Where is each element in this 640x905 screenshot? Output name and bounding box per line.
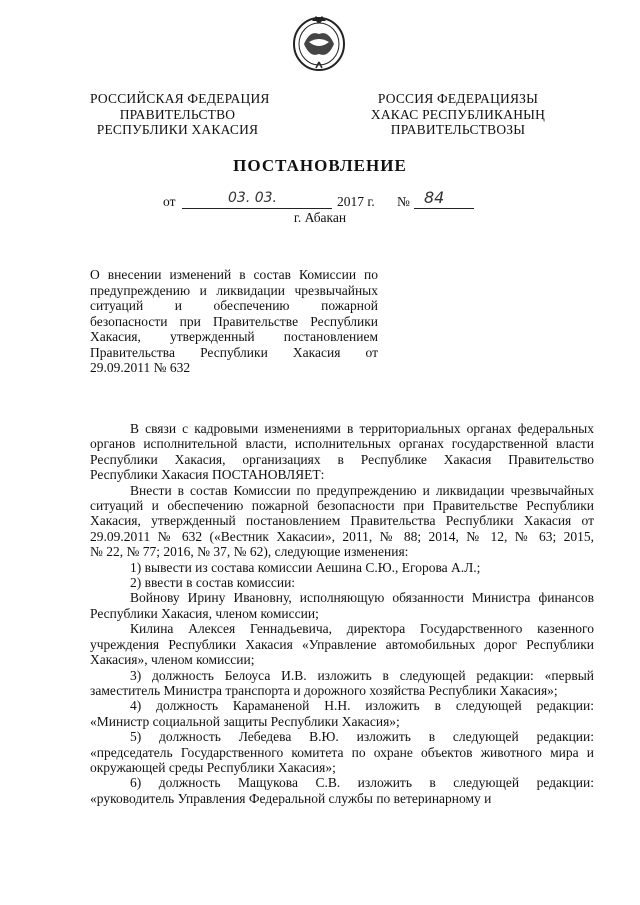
subject-line: Правительства Республики Хакасия от <box>90 344 378 360</box>
number-handwritten: 84 <box>424 188 445 207</box>
body-line: Республики Хакасия ПОСТАНОВЛЯЕТ: <box>90 467 325 483</box>
body-line: Хакасия, утвержденный постановлением Правительства Республики Хакасия от <box>90 513 594 529</box>
body-line: Республики Хакасия, организациях в Республике Хакасия Правительство <box>90 451 594 467</box>
body-paragraph <box>90 698 594 729</box>
subject-line: предупреждению и ликвидации чрезвычайных <box>90 282 378 298</box>
body-paragraph <box>90 668 594 699</box>
body-line: Хакасия», членом комиссии; <box>90 652 255 668</box>
city: г. Абакан <box>293 210 347 225</box>
body-line: «Министр социальной защиты Республики Хакасия»; <box>90 713 400 729</box>
body-paragraph <box>90 621 594 667</box>
body-line: заместитель Министра транспорта и дорожного хозяйства Республики Хакасия»; <box>90 682 558 698</box>
body-paragraph <box>90 775 594 806</box>
date-underline <box>182 208 332 209</box>
header-right-line: РОССИЯ ФЕДЕРАЦИЯЗЫ <box>377 91 539 106</box>
body-paragraph <box>90 421 594 483</box>
header-right-line: ПРАВИТЕЛЬСТВОЗЫ <box>390 122 526 137</box>
body-line: органов исполнительной власти, исполнительных органах государственной власти <box>90 436 594 452</box>
coat-of-arms-emblem <box>290 12 348 72</box>
body-line: «председатель Государственного комитета по охране объектов животного мира и <box>90 744 594 760</box>
body-line: учреждения Республики Хакасия «Управление автомобильных дорог Республики <box>90 636 594 652</box>
document-body <box>90 421 594 806</box>
body-line: Килина Алексея Геннадьевича, директора Государственного казенного <box>130 621 594 637</box>
subject-line: 29.09.2011 № 632 <box>90 360 191 375</box>
header-left-line: ПРАВИТЕЛЬСТВО <box>119 106 236 122</box>
body-line: 29.09.2011 № 632 («Вестник Хакасии», 2011, № 88; 2014, № 12, № 63; 2015, <box>90 528 594 544</box>
body-line: 3) должность Белоуса И.В. изложить в следующей редакции: «первый <box>130 667 594 683</box>
body-line: 4) должность Караманеной Н.Н. изложить в следующей редакции: <box>130 698 594 714</box>
body-paragraph <box>90 560 594 575</box>
body-line: «руководитель Управления Федеральной службы по ветеринарному и <box>90 790 492 806</box>
body-line: 5) должность Лебедева В.Ю. изложить в следующей редакции: <box>130 729 594 745</box>
header-left-line: РЕСПУБЛИКИ ХАКАСИЯ <box>96 122 259 137</box>
body-paragraph <box>90 590 594 621</box>
subject-line: ситуаций и обеспечению пожарной <box>90 298 378 313</box>
body-paragraph <box>90 483 594 560</box>
body-line: 2) ввести в состав комиссии: <box>130 575 296 591</box>
body-line: Внести в состав Комиссии по предупреждению и ликвидации чрезвычайных <box>130 482 594 498</box>
body-line: окружающей среды Республики Хакасия»; <box>90 759 336 775</box>
body-line: 6) должность Мащукова С.В. изложить в следующей редакции: <box>130 775 594 791</box>
subject-block <box>90 267 378 376</box>
year-label: 2017 г. <box>337 194 375 209</box>
from-label: от <box>163 194 176 209</box>
header-left-line: РОССИЙСКАЯ ФЕДЕРАЦИЯ <box>90 91 270 106</box>
body-line: Войнову Ирину Ивановну, исполняющую обязанности Министра финансов <box>130 590 594 606</box>
body-line: № 22, № 77; 2016, № 37, № 62), следующие изменения: <box>90 544 409 560</box>
header-right <box>358 91 558 138</box>
subject-line: безопасности при Правительстве Республики <box>90 313 378 329</box>
document-title: ПОСТАНОВЛЕНИЕ <box>233 156 407 175</box>
body-line: Республики Хакасия, членом комиссии; <box>90 605 319 621</box>
number-underline <box>414 208 474 209</box>
header-left <box>90 91 270 138</box>
body-line: ситуаций и обеспечению пожарной безопасности при Правительстве Республики <box>90 498 594 514</box>
subject-line: О внесении изменений в состав Комиссии по <box>90 267 378 282</box>
subject-line: Хакасия, утвержденный постановлением <box>90 329 378 344</box>
number-label: № <box>397 194 410 209</box>
date-handwritten: 03. 03. <box>228 190 277 206</box>
body-paragraph <box>90 575 594 590</box>
body-line: 1) вывести из состава комиссии Аешина С.Ю., Егорова А.Л.; <box>130 559 481 575</box>
body-line: В связи с кадровыми изменениями в территориальных органах федеральных <box>130 421 594 436</box>
body-paragraph <box>90 729 594 775</box>
header-right-line: ХАКАС РЕСПУБЛИКАНЫҢ <box>370 106 546 122</box>
